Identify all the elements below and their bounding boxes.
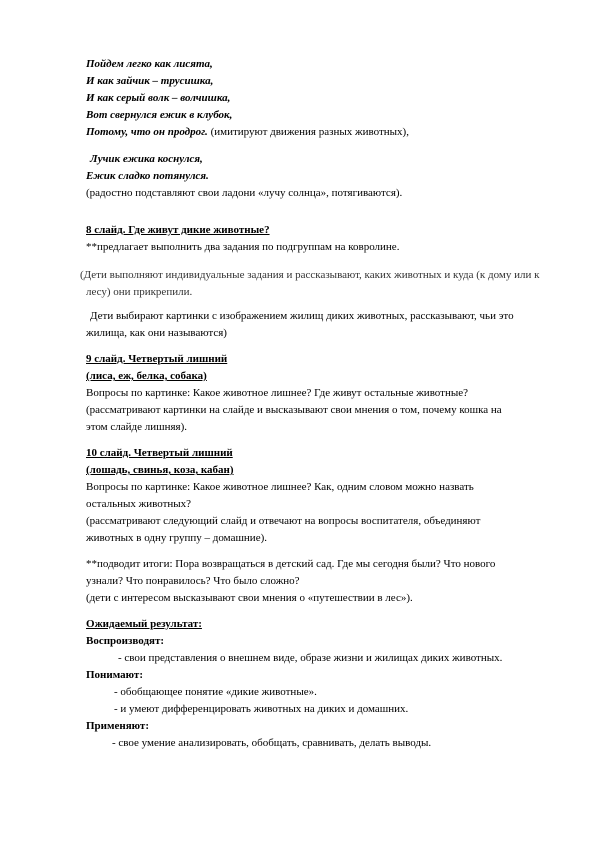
results-apply-text: - свое умение анализировать, обобщать, сравнивать, делать выводы.	[112, 737, 432, 749]
poem-line: И как серый волк – волчишка,	[86, 92, 231, 104]
poem-line-with-note	[86, 126, 409, 139]
slide8-paragraph: Дети выбирают картинки с изображением жилищ диких животных, рассказывают, чьи это	[90, 310, 514, 322]
slide8-paragraph: лесу) они прикрепили.	[86, 286, 193, 298]
summary-line: **подводит итоги: Пора возвращаться в детский сад. Где мы сегодня были? Что нового	[86, 558, 496, 570]
poem-line: Лучик ежика коснулся,	[90, 153, 203, 165]
poem-note: (имитируют движения разных животных),	[210, 126, 409, 138]
results-understand-label: Понимают:	[86, 669, 143, 681]
slide10-line: остальных животных?	[86, 498, 192, 510]
slide8-task: **предлагает выполнить два задания по подгруппам на ковролине.	[86, 241, 400, 253]
poem-note: (радостно подставляют свои ладони «лучу солнца», потягиваются).	[86, 187, 403, 199]
results-title: Ожидаемый результат:	[86, 618, 202, 630]
results-reproduce-label: Воспроизводят:	[86, 635, 165, 647]
slide8-paragraph: жилища, как они называются)	[86, 327, 227, 339]
slide10-line: животных в одну группу – домашние).	[86, 532, 267, 544]
poem-line: Потому, что он продрог.	[86, 126, 208, 138]
poem-line: Вот свернулся ежик в клубок,	[86, 109, 233, 121]
slide9-line: этом слайде лишняя).	[86, 421, 188, 433]
slide10-line: Вопросы по картинке: Какое животное лишнее? Как, одним словом можно назвать	[86, 481, 474, 493]
slide9-line: Вопросы по картинке: Какое животное лишнее? Где живут остальные животные?	[86, 387, 469, 399]
slide9-subtitle: (лиса, еж, белка, собака)	[86, 370, 207, 382]
slide9-title: 9 слайд. Четвертый лишний	[86, 353, 228, 365]
summary-line: (дети с интересом высказывают свои мнения о «путешествии в лес»).	[86, 592, 413, 604]
slide10-line: (рассматривают следующий слайд и отвечают на вопросы воспитателя, объединяют	[86, 515, 481, 527]
results-understand-text: - и умеют дифференцировать животных на диких и домашних.	[114, 703, 409, 715]
poem-line: Ежик сладко потянулся.	[86, 170, 209, 182]
slide10-subtitle: (лошадь, свинья, коза, кабан)	[86, 464, 234, 476]
results-apply-label: Применяют:	[86, 720, 150, 732]
summary-line: узнали? Что понравилось? Что было сложно?	[86, 575, 300, 587]
poem-line: И как зайчик – трусишка,	[86, 75, 214, 87]
slide8-paragraph: (Дети выполняют индивидуальные задания и рассказывают, каких животных и куда (к дому или к	[80, 269, 540, 281]
slide8-title: 8 слайд. Где живут дикие животные?	[86, 224, 270, 236]
poem-line: Пойдем легко как лисята,	[86, 58, 213, 70]
results-understand-text: - обобщающее понятие «дикие животные».	[114, 686, 317, 698]
slide10-title: 10 слайд. Четвертый лишний	[86, 447, 233, 459]
results-reproduce-text: - свои представления о внешнем виде, образе жизни и жилищах диких животных.	[118, 652, 503, 664]
slide9-line: (рассматривают картинки на слайде и высказывают свои мнения о том, почему кошка на	[86, 404, 502, 416]
